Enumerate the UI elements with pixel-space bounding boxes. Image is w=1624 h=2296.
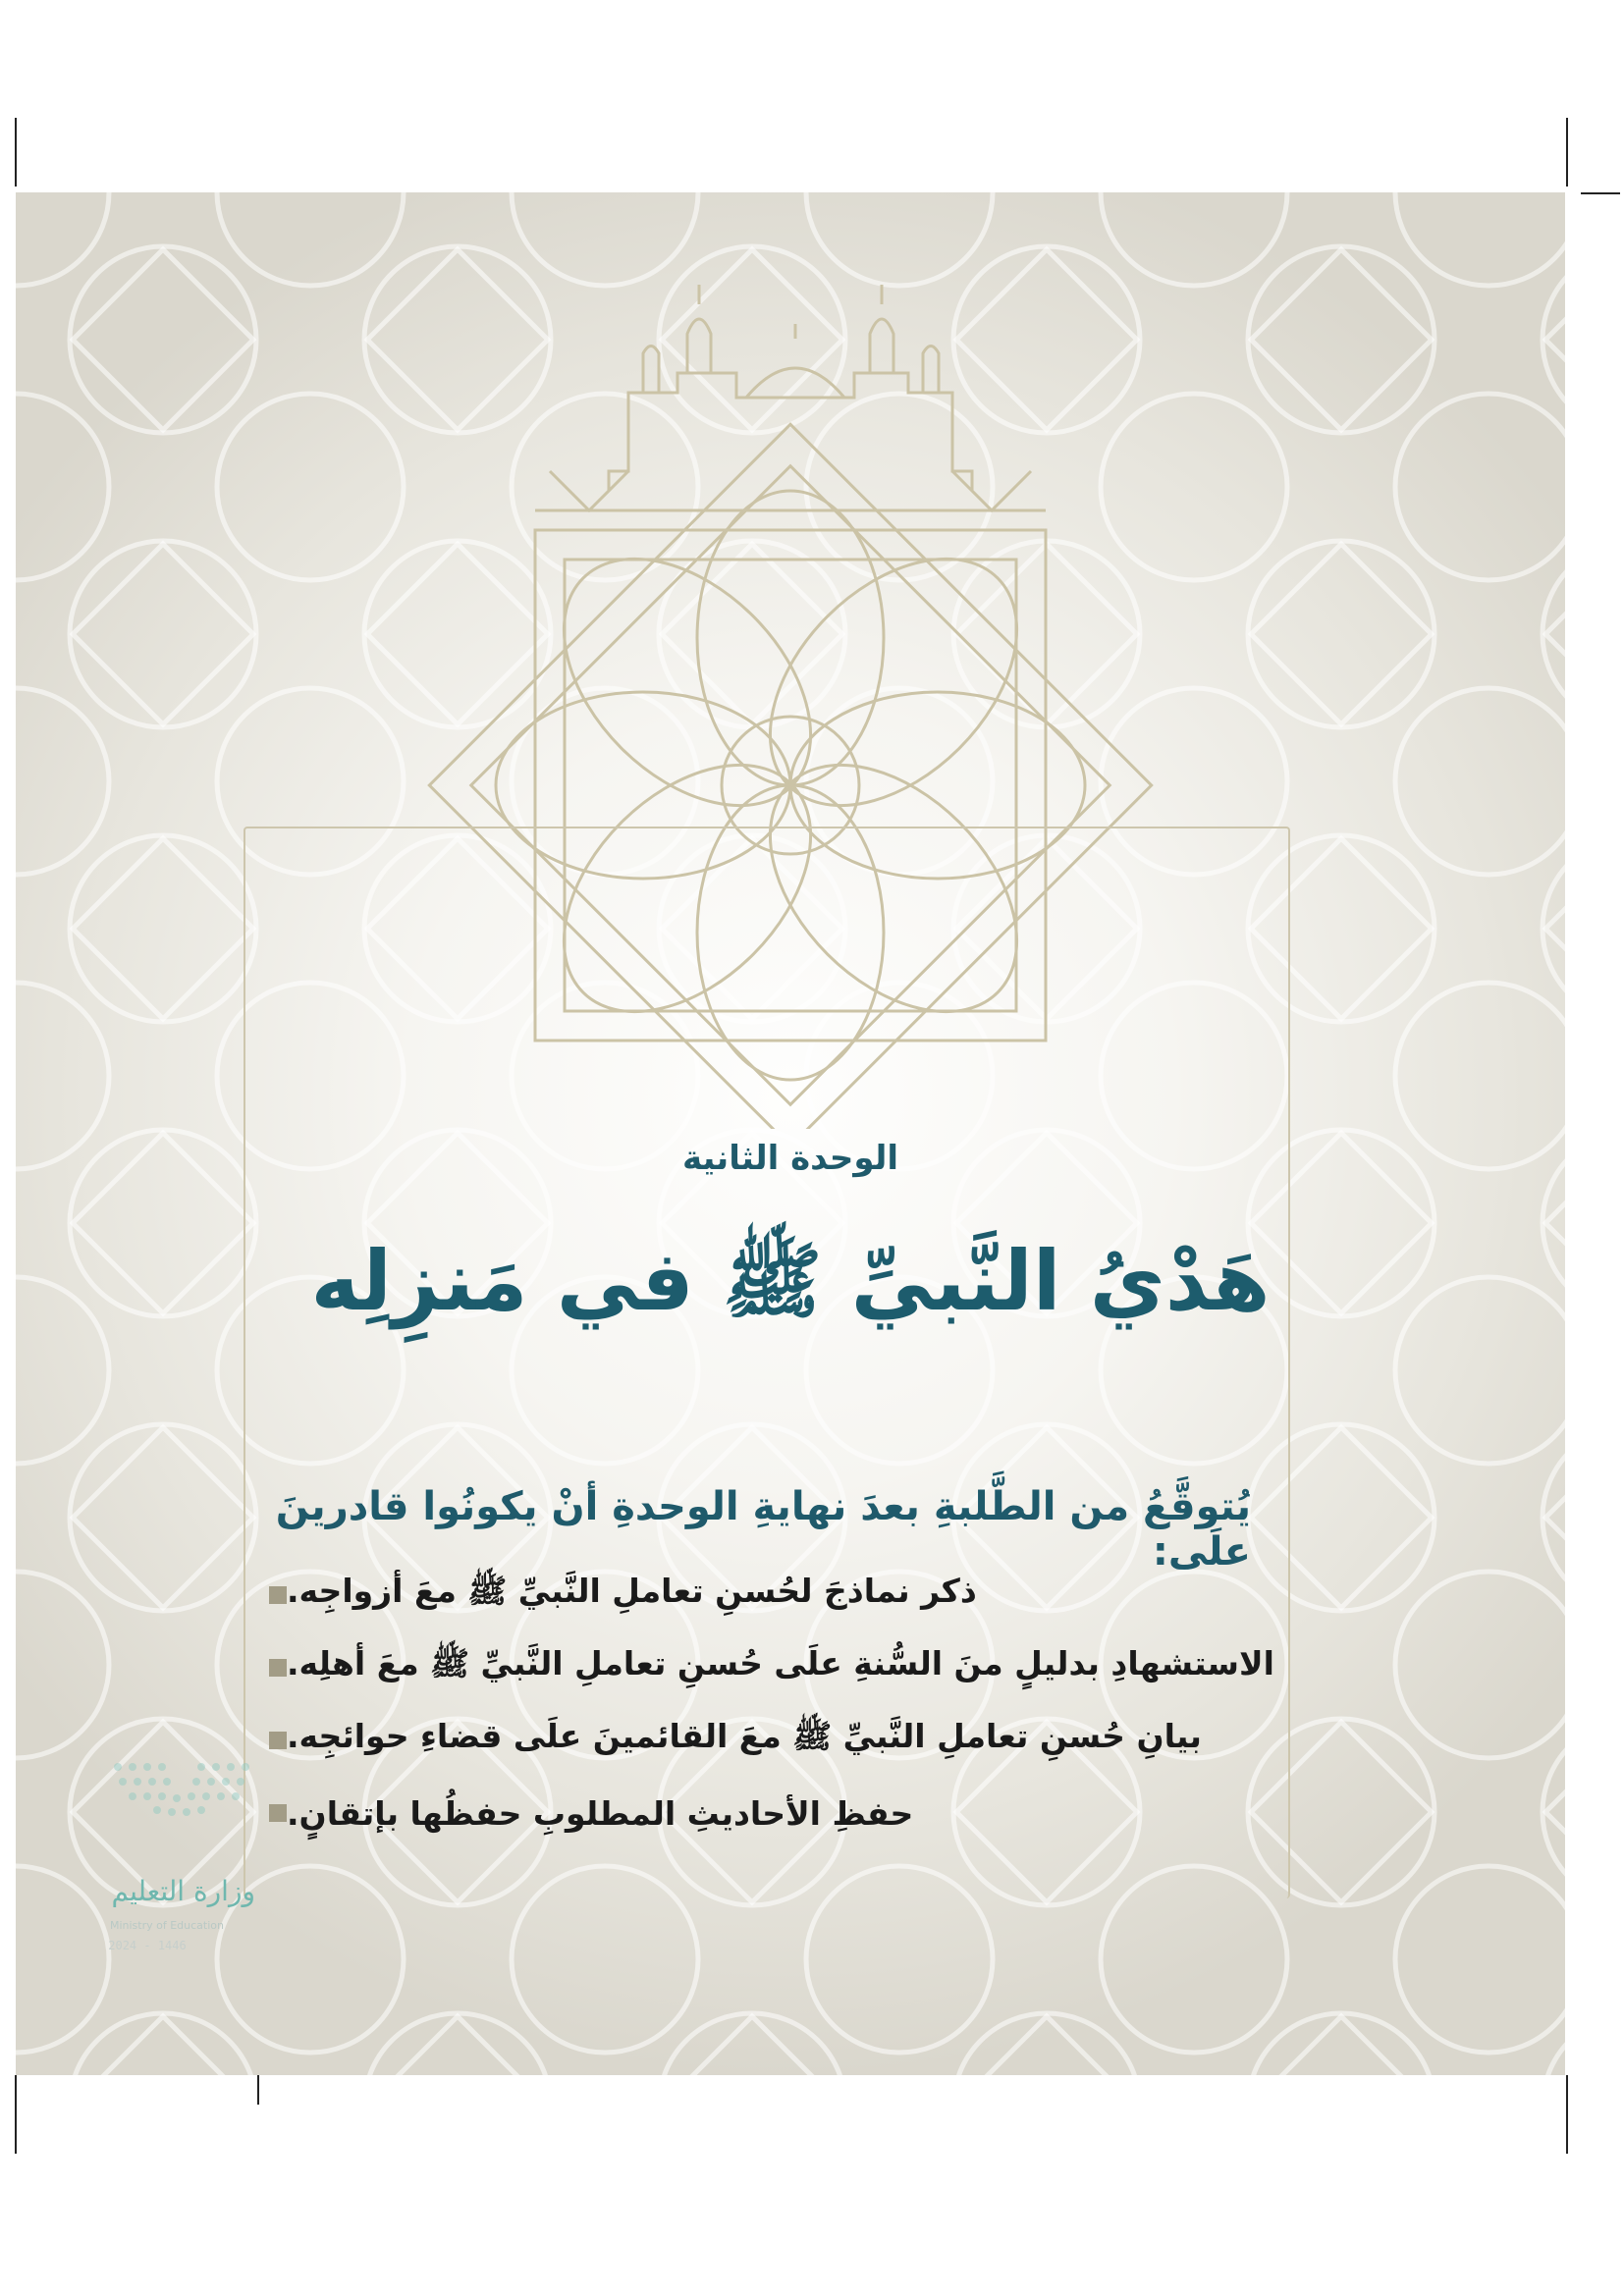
- objective-item: [249, 1716, 1231, 1765]
- crop-mark: [1566, 2075, 1568, 2154]
- crop-mark: [257, 2075, 259, 2105]
- ministry-name: وزارة التعليم: [111, 1875, 255, 1907]
- objective-text: ذكر نماذجَ لحُسنِ تعاملِ النَّبيِّ ﷺ معَ أزواجِه.: [287, 1572, 977, 1610]
- square-bullet-icon: [269, 1586, 287, 1604]
- unit-title: هَدْيُ النَّبيِّ ﷺ في مَنزِلِه: [310, 1233, 1271, 1329]
- objective-item: [249, 1789, 1231, 1838]
- crop-mark: [15, 2075, 17, 2154]
- edition-year: 2024 - 1446: [108, 1939, 187, 1952]
- objective-item: [249, 1643, 1274, 1692]
- objective-text: الاستشهادِ بدليلٍ منَ السُّنةِ علَى حُسنِ تعاملِ النَّبيِّ ﷺ معَ أهلِه.: [287, 1644, 1274, 1682]
- ministry-name-english: Ministry of Education: [109, 1919, 224, 1932]
- objective-text: حفظِ الأحاديثِ المطلوبِ حفظُها بإتقانٍ.: [287, 1793, 914, 1833]
- square-bullet-icon: [269, 1659, 287, 1677]
- objectives-list: [249, 1571, 1274, 1861]
- unit-label: الوحدة الثانية: [681, 1139, 899, 1178]
- objective-text: بيانِ حُسنِ تعاملِ النَّبيِّ ﷺ معَ القائمينَ علَى قضاءِ حوائجِه.: [287, 1717, 1202, 1755]
- learning-outcomes-intro: يُتوقَّعُ من الطَّلبةِ بعدَ نهايةِ الوحدةِ أنْ يكونُوا قادرينَ علَى:: [275, 1484, 1251, 1575]
- objective-item: [249, 1571, 1231, 1620]
